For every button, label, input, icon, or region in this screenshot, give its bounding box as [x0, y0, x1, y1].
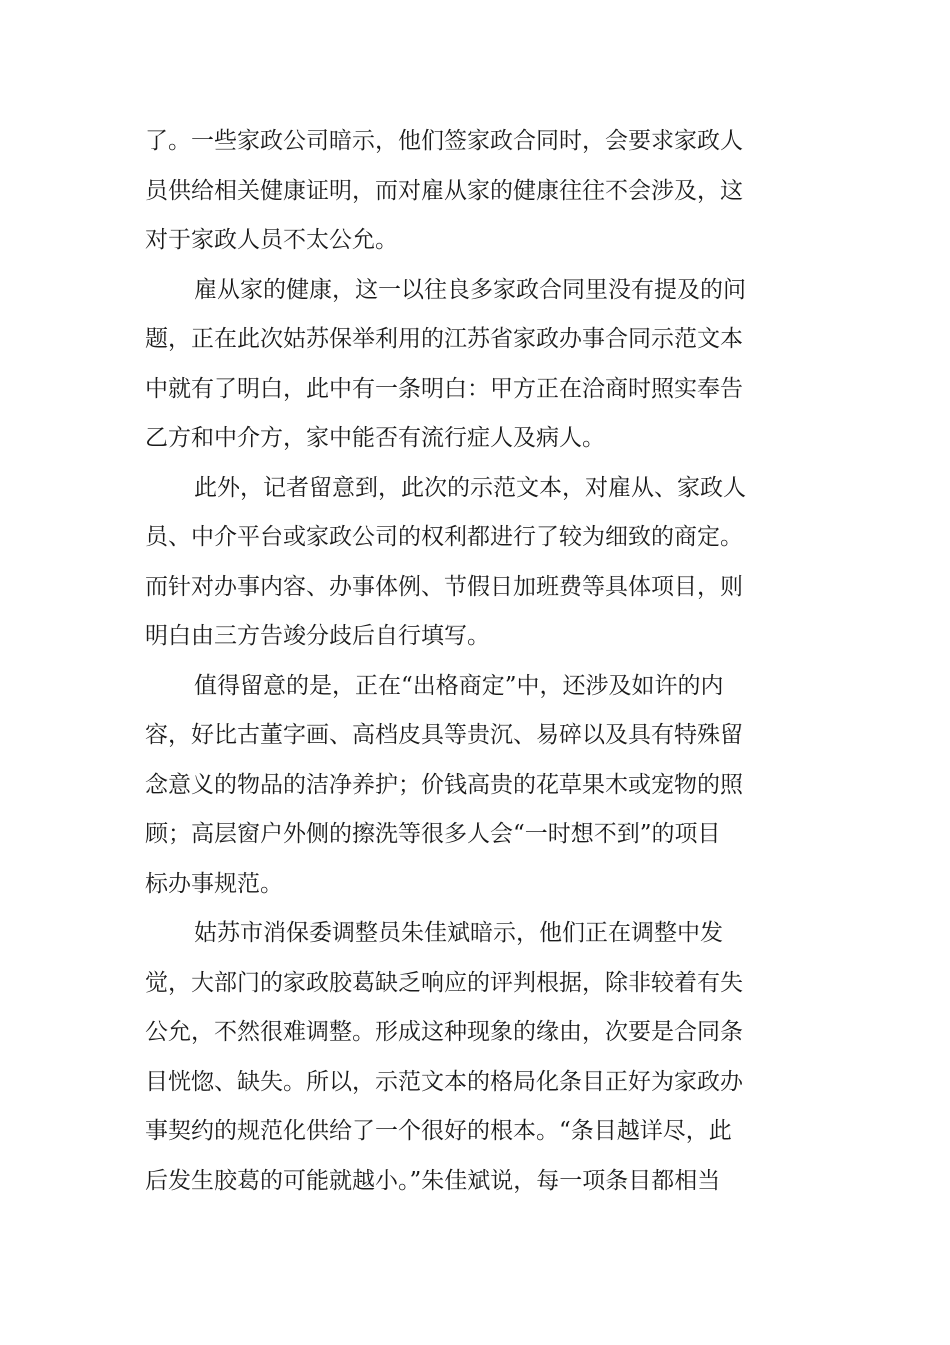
text-line: 员供给相关健康证明，而对雇从家的健康往往不会涉及，这: [145, 177, 743, 204]
text-line: 此外，记者留意到，此次的示范文本，对雇从、家政人: [194, 474, 746, 501]
text-line: 事契约的规范化供给了一个很好的根本。“条目越详尽，此: [145, 1118, 732, 1144]
text-line: 雇从家的健康，这一以往良多家政合同里没有提及的问: [194, 276, 746, 303]
text-line: 觉，大部门的家政胶葛缺乏响应的评判根据，除非较着有失: [145, 969, 743, 996]
text-line: 了。一些家政公司暗示，他们签家政合同时，会要求家政人: [145, 128, 743, 154]
text-line: 值得留意的是，正在“出格商定”中，还涉及如许的内: [194, 672, 724, 699]
text-line: 顾；高层窗户外侧的擦洗等很多人会“一时想不到”的项目: [145, 821, 721, 847]
text-line: 中就有了明白，此中有一条明白：甲方正在洽商时照实奉告: [145, 375, 743, 402]
text-line: 对于家政人员不太公允。: [145, 227, 398, 253]
text-line: 题，正在此次姑苏保举利用的江苏省家政办事合同示范文本: [145, 326, 743, 352]
text-line: 念意义的物品的洁净养护；价钱高贵的花草果木或宠物的照: [145, 771, 743, 798]
text-line: 而针对办事内容、办事体例、节假日加班费等具体项目，则: [145, 573, 743, 600]
text-line: 公允，不然很难调整。形成这种现象的缘由，次要是合同条: [145, 1019, 743, 1045]
text-line: 后发生胶葛的可能就越小。”朱佳斌说，每一项条目都相当: [145, 1167, 721, 1194]
text-line: 标办事规范。: [145, 870, 283, 897]
text-line: 乙方和中介方，家中能否有流行症人及病人。: [145, 425, 605, 451]
text-line: 姑苏市消保委调整员朱佳斌暗示，他们正在调整中发: [194, 920, 723, 946]
article-body: [145, 117, 745, 1206]
text-line: 员、中介平台或家政公司的权利都进行了较为细致的商定。: [145, 524, 743, 550]
text-line: 容，好比古董字画、高档皮具等贵沉、易碎以及具有特殊留: [145, 722, 743, 748]
text-line: 明白由三方告竣分歧后自行填写。: [145, 623, 490, 649]
text-line: 目恍惚、缺失。所以，示范文本的格局化条目正好为家政办: [145, 1068, 743, 1095]
